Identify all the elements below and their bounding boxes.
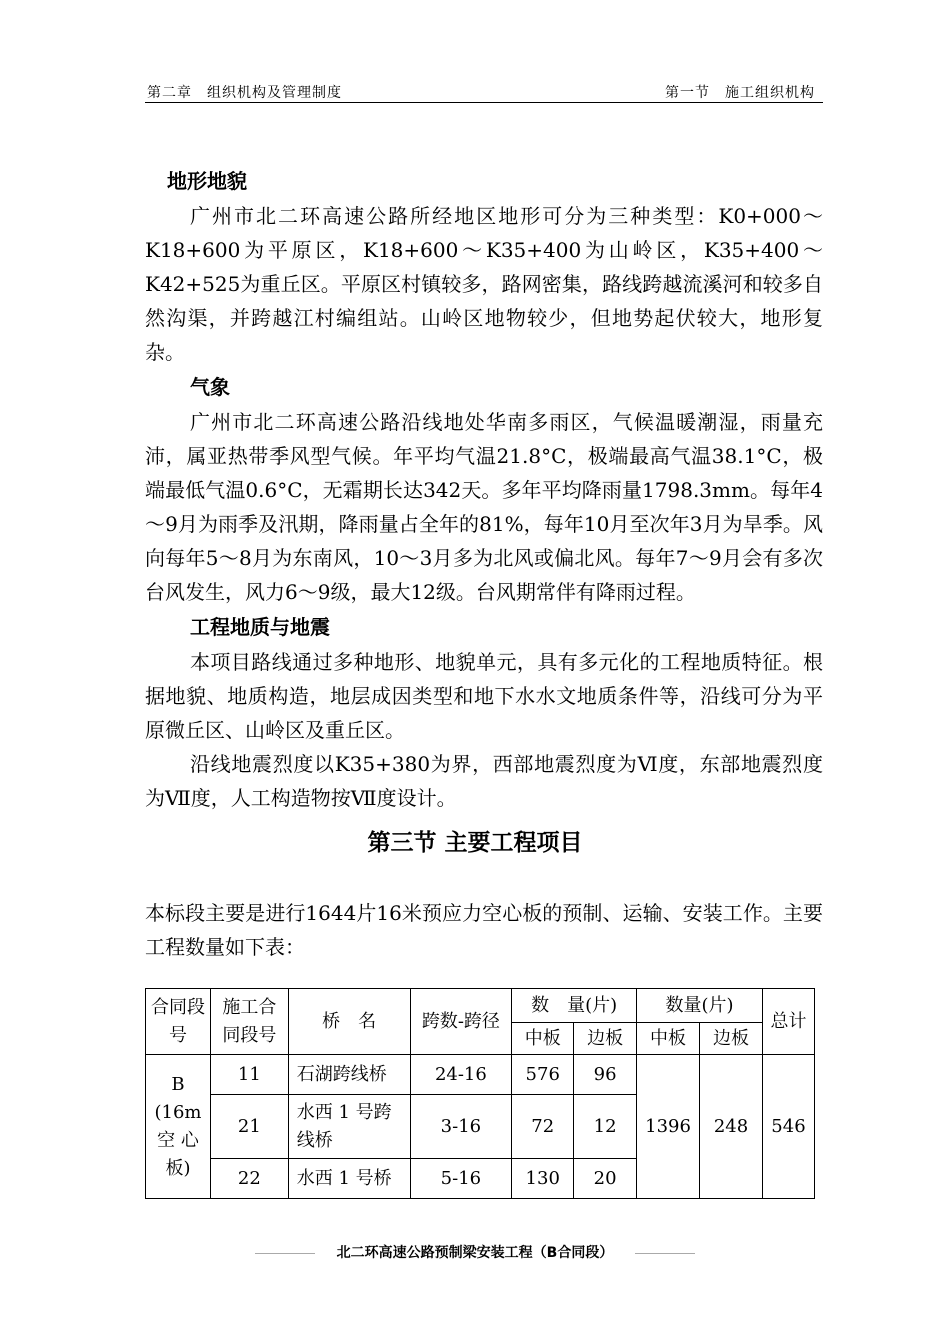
th-span: 跨数-跨径	[410, 989, 512, 1055]
geology-paragraph-2: 沿线地震烈度以K35+380为界，西部地震烈度为Ⅵ度，东部地震烈度为Ⅶ度，人工构造物按Ⅶ度设计。	[145, 752, 823, 810]
th-quantity-1: 数 量(片)	[512, 989, 637, 1023]
th-edge-1: 边板	[574, 1023, 637, 1055]
section-title: 第三节 主要工程项目	[367, 830, 583, 856]
segment-label: B (16m 空 心 板)	[146, 1055, 211, 1199]
cell-edge: 12	[574, 1095, 637, 1159]
cell-bridge-name: 水西 1 号桥	[288, 1159, 410, 1199]
footer-rule-left	[255, 1253, 315, 1254]
cell-bridge-name: 水西 1 号跨线桥	[288, 1095, 410, 1159]
th-quantity-2: 数量(片)	[637, 989, 763, 1023]
th-construction-segment: 施工合同段号	[210, 989, 288, 1055]
cell-span: 5-16	[410, 1159, 512, 1199]
page-header	[145, 80, 823, 103]
cell-sum-mid: 1396	[637, 1055, 700, 1199]
terrain-paragraph: 广州市北二环高速公路所经地区地形可分为三种类型：K0+000～K18+600为平原区，K18+600～K35+400为山岭区，K35+400～K42+525为重丘区。平原区村镇较多，路网密集，路线跨越流溪河和较多自然沟渠，并跨越江村编组站。山岭区地物较少，但地势起伏较大，地形复杂。	[145, 204, 823, 364]
footer-text: 北二环高速公路预制梁安装工程（B合同段）	[336, 1245, 614, 1261]
main-content	[145, 163, 823, 815]
cell-span: 24-16	[410, 1055, 512, 1095]
header-section: 第一节 施工组织机构	[665, 85, 815, 101]
intro-paragraph: 本标段主要是进行1644片16米预应力空心板的预制、运输、安装工作。主要工程数量如下表：	[145, 901, 823, 959]
cell-bridge-name: 石湖跨线桥	[288, 1055, 410, 1095]
cell-seg: 21	[210, 1095, 288, 1159]
th-bridge-name: 桥 名	[288, 989, 410, 1055]
cell-mid: 130	[512, 1159, 574, 1199]
page-footer	[0, 1242, 950, 1262]
cell-sum-total: 546	[762, 1055, 814, 1199]
geology-heading: 工程地质与地震	[190, 615, 330, 639]
geology-paragraph-1: 本项目路线通过多种地形、地貌单元，具有多元化的工程地质特征。根据地貌、地质构造，地层成因类型和地下水水文地质条件等，沿线可分为平原微丘区、山岭区及重丘区。	[145, 650, 823, 742]
cell-seg: 11	[210, 1055, 288, 1095]
th-total: 总计	[762, 989, 814, 1055]
th-edge-2: 边板	[700, 1023, 763, 1055]
cell-edge: 96	[574, 1055, 637, 1095]
climate-heading: 气象	[190, 375, 230, 399]
table-row	[146, 1055, 815, 1095]
th-mid-1: 中板	[512, 1023, 574, 1055]
th-mid-2: 中板	[637, 1023, 700, 1055]
cell-mid: 72	[512, 1095, 574, 1159]
cell-edge: 20	[574, 1159, 637, 1199]
th-contract-segment: 合同段号	[146, 989, 211, 1055]
footer-rule-right	[635, 1253, 695, 1254]
header-chapter: 第二章 组织机构及管理制度	[147, 85, 342, 101]
terrain-heading: 地形地貌	[167, 169, 247, 193]
cell-seg: 22	[210, 1159, 288, 1199]
climate-paragraph: 广州市北二环高速公路沿线地处华南多雨区，气候温暖潮湿，雨量充沛，属亚热带季风型气候。年平均气温21.8°C，极端最高气温38.1°C，极端最低气温0.6°C，无霜期长达342天。多年平均降雨量1798.3mm。每年4～9月为雨季及汛期，降雨量占全年的81%，每年10月至次年3月为旱季。风向每年5～8月为东南风，10～3月多为北风或偏北风。每年7～9月会有多次台风发生，风力6～9级，最大12级。台风期常伴有降雨过程。	[145, 410, 823, 604]
quantity-table	[145, 988, 815, 1199]
cell-mid: 576	[512, 1055, 574, 1095]
cell-span: 3-16	[410, 1095, 512, 1159]
cell-sum-edge: 248	[700, 1055, 763, 1199]
